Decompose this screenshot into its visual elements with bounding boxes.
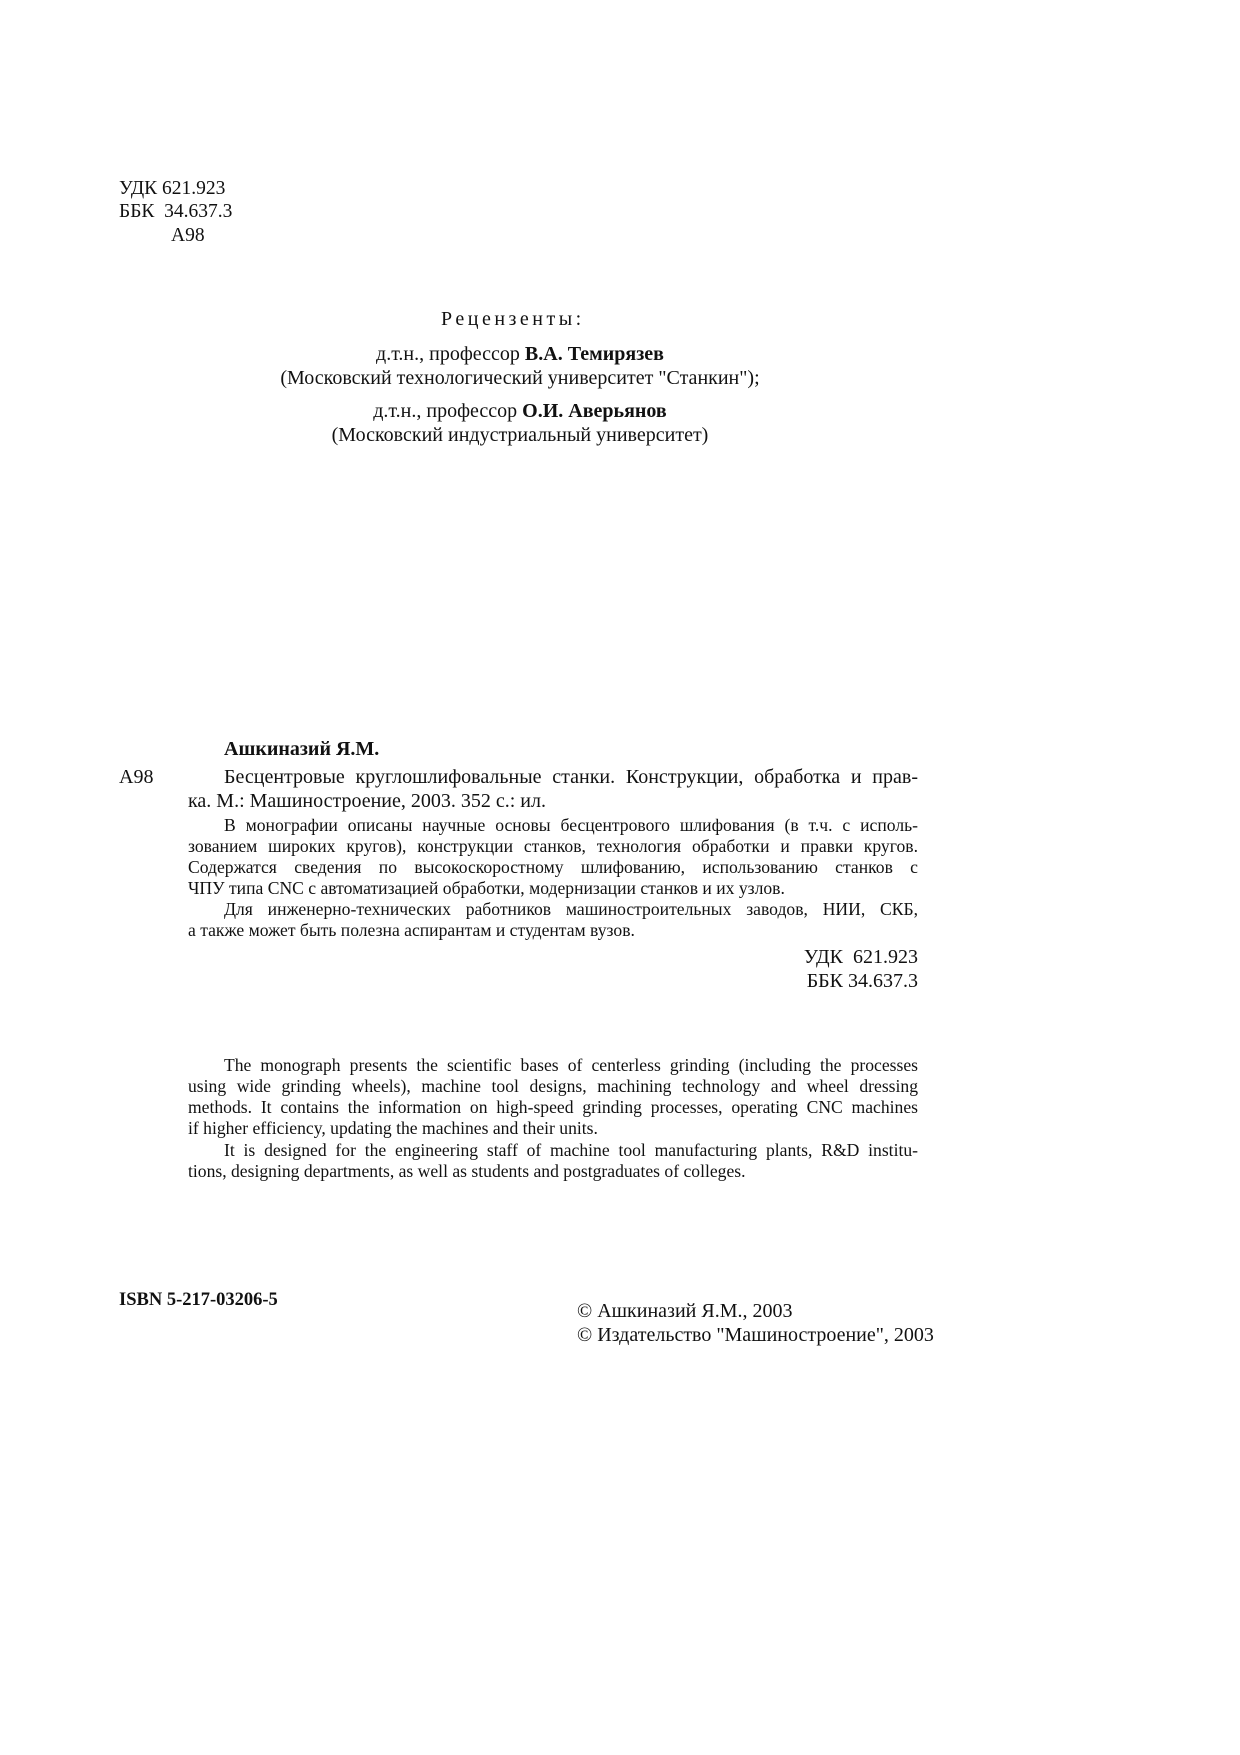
copyright-author-text: Ашкиназий Я.М., 2003: [592, 1300, 793, 1322]
abstract-en-line: tions, designing departments, as well as students and postgraduates of colleges.: [188, 1161, 746, 1181]
copyright-icon: ©: [577, 1324, 593, 1346]
catalog-bbk: ББК 34.637.3: [806, 970, 918, 992]
bbk-code: ББК 34.637.3: [119, 201, 233, 222]
abstract-en-line: methods. It contains the information on high-speed grinding processes, operating CNC machines: [188, 1097, 918, 1117]
reviewer-2-affiliation: (Московский индустриальный университет): [331, 424, 709, 446]
abstract-en-line: The monograph presents the scientific bases of centerless grinding (including the processes: [224, 1055, 918, 1075]
reviewer-2-title: д.т.н., профессор: [373, 400, 523, 422]
reviewer-1: [0, 343, 1040, 366]
reviewer-2-name: О.И. Аверьянов: [522, 400, 667, 422]
reviewer-1-title: д.т.н., профессор: [376, 343, 525, 365]
abstract-ru-line: В монографии описаны научные основы бесцентрового шлифования (в т.ч. с исполь-: [224, 815, 918, 835]
isbn: ISBN 5-217-03206-5: [119, 1290, 278, 1310]
catalog-bib-line-1: Бесцентровые круглошлифовальные станки. Конструкции, обработка и прав-: [224, 766, 918, 788]
copyright-publisher-text: Издательство "Машиностроение", 2003: [592, 1324, 934, 1346]
abstract-ru-line: Содержатся сведения по высокоскоростному шлифованию, использованию станков с: [188, 857, 918, 877]
abstract-en-line: using wide grinding wheels), machine tool designs, machining technology and wheel dressing: [188, 1076, 918, 1096]
abstract-ru-line: Для инженерно-технических работников машиностроительных заводов, НИИ, СКБ,: [224, 899, 918, 919]
reviewer-1-name: В.А. Темирязев: [524, 343, 664, 365]
reviewer-1-affiliation: (Московский технологический университет "Станкин");: [280, 367, 760, 389]
udk-code: УДК 621.923: [119, 178, 226, 199]
abstract-ru-line: зованием широких кругов), конструкции станков, технология обработки и правки кругов.: [188, 836, 918, 856]
catalog-author: Ашкиназий Я.М.: [224, 738, 380, 760]
reviewer-2: [0, 400, 1040, 423]
catalog-udk: УДК 621.923: [803, 946, 918, 968]
abstract-ru-line: а также может быть полезна аспирантам и студентам вузов.: [188, 920, 635, 940]
copyright-icon: ©: [577, 1300, 593, 1322]
reviewers-heading: Рецензенты:: [441, 308, 585, 330]
copyright-publisher: [577, 1324, 934, 1347]
abstract-ru-line: ЧПУ типа CNC с автоматизацией обработки, модернизации станков и их узлов.: [188, 878, 785, 898]
catalog-bib-line-2: ка. М.: Машиностроение, 2003. 352 с.: ил.: [188, 790, 546, 812]
abstract-en-line: if higher efficiency, updating the machines and their units.: [188, 1118, 598, 1138]
catalog-mark: А98: [119, 766, 154, 788]
abstract-en-line: It is designed for the engineering staff of machine tool manufacturing plants, R&D institu-: [224, 1140, 918, 1160]
author-mark: А98: [171, 225, 205, 246]
copyright-author: [577, 1300, 792, 1323]
